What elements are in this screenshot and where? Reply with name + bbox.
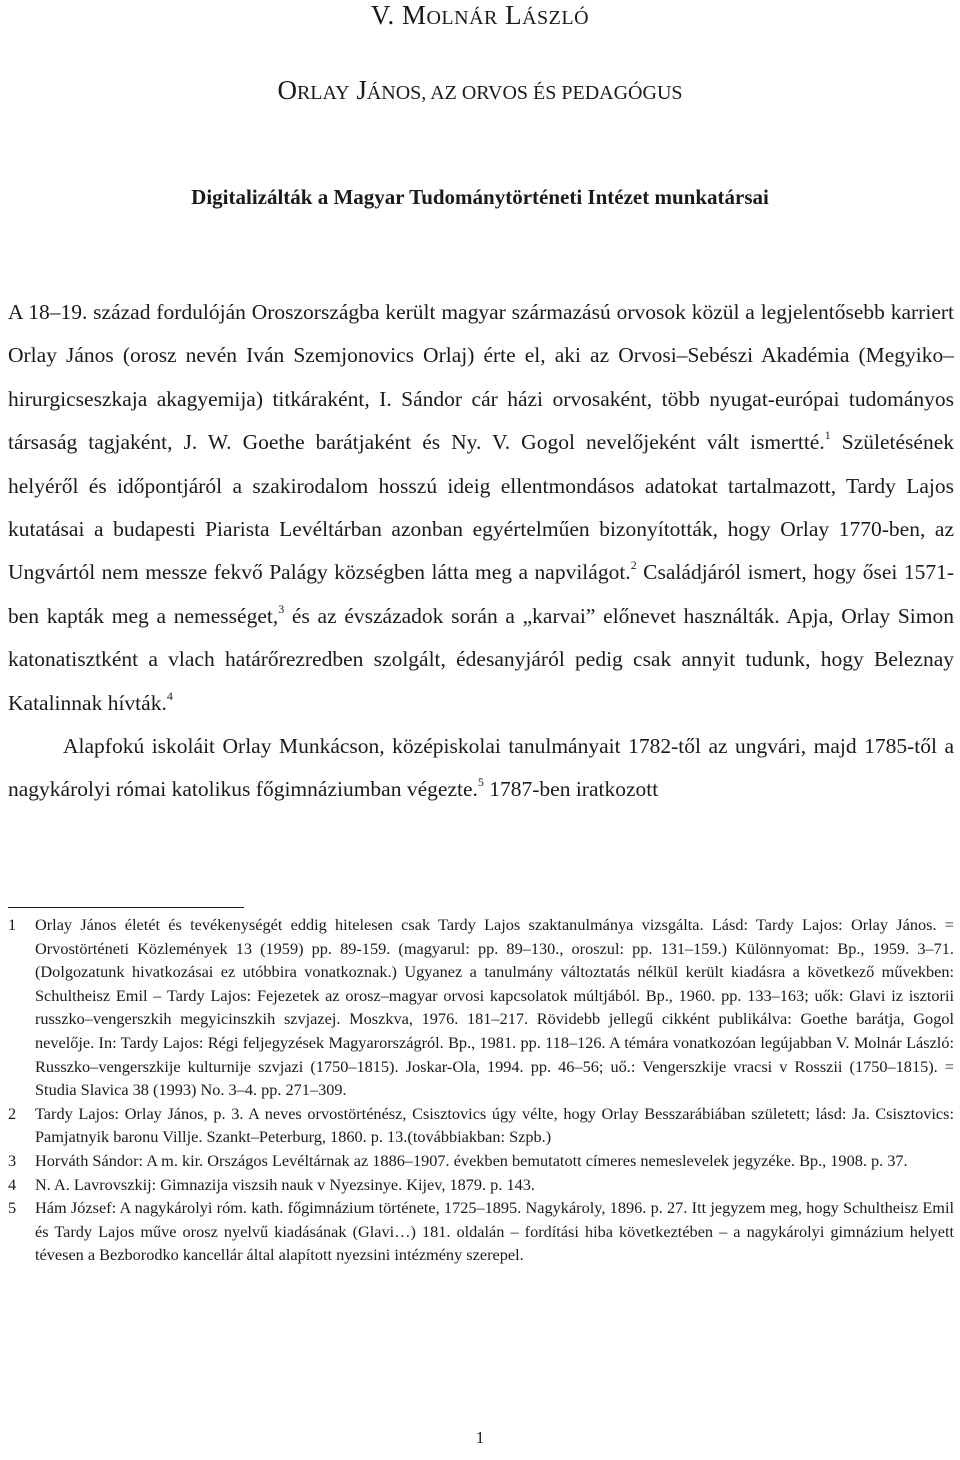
title-cap-1: O (277, 75, 297, 105)
author-given-cap: L (505, 0, 523, 30)
author-initial: V. (370, 0, 395, 30)
footnote-4 (8, 1173, 954, 1197)
body-text (8, 291, 954, 812)
author-surname-rest: OLNÁR (426, 7, 498, 29)
author-given-rest: ÁSZLÓ (522, 7, 590, 29)
footnote-ref-4[interactable]: 4 (166, 688, 173, 703)
p1-text-4: és az évszázadok során a „karvai” előnevet használták. Apja, Orlay Simon katonatisztként a vlach határőrezredben szolgált, édesanyjáról pedig csak annyit tudunk, hogy Beleznay Katalinnak hívták. (8, 603, 955, 715)
footnote-text: Orlay János életét és tevékenységét eddig hitelesen csak Tardy Lajos szaktanulmánya vizsgálta. Lásd: Tardy Lajos: Orlay János. = Orvostörténeti Közlemények 13 (1959) pp. 89-159. (magyarul: pp. 89–130., oroszul: pp. 131–159.) Különnyomat: Bp., 1959. 3–71. (Dolgozatunk hivatkozásai ez utóbbira vonatkoznak.) Ugyanez a tanulmány változtatás nélkül került kiadásra a következő művekben: Schultheisz Emil – Tardy Lajos: Fejezetek az orosz–magyar orvosi kapcsolatok múltjából. Bp., 1960. pp. 133–163; uők: Glavi iz isztorii russzko–vengerszkih megyicinszkih szvjazej. Moszkva, 1976. 181–217. Rövidebb jellegű cikként publikálva: Goethe barátja, Gogol nevelője. In: Tardy Lajos: Régi feljegyzések Magyarországról. Bp., 1981. pp. 118–126. A témára vonatkozóan legújabban V. Molnár László: Russzko–vengerszkije kulturnije szvjazi (1750–1815). Joskar-Ola, 1994. pp. 46–56; uő.: Vengerszkije vracsi v Rosszii (1750–1815). = Studia Slavica 38 (1993) No. 3–4. pp. 271–309. (35, 915, 954, 1100)
footnote-5 (8, 1196, 954, 1267)
author-surname-cap: M (401, 0, 427, 30)
digitization-credit: Digitalizálták a Magyar Tudománytörténeti Intézet munkatársai (191, 185, 769, 209)
footnote-number: 4 (8, 1174, 17, 1194)
footnote-ref-1[interactable]: 1 (824, 428, 831, 443)
author-name (0, 0, 960, 33)
paragraph-1 (8, 291, 954, 725)
footnote-text: Horváth Sándor: A m. kir. Országos Levéltárnak az 1886–1907. években bemutatott címeres nemeslevelek jegyzéke. Bp., 1908. p. 37. (35, 1150, 908, 1170)
document-title (0, 74, 960, 109)
p1-text-3: Családjáról ismert, hogy ősei 1571-ben kapták meg a nemességet, (8, 560, 955, 628)
footnote-text: N. A. Lavrovszkij: Gimnazija viszsih nauk v Nyezsinye. Kijev, 1879. p. 143. (35, 1174, 535, 1194)
footnote-2 (8, 1102, 954, 1149)
footnote-text: Tardy Lajos: Orlay János, p. 3. A neves orvostörténész, Csisztovics úgy vélte, hogy Orlay Besszarábiában született; lásd: Ja. Csisztovics: Pamjatnyik baronu Villje. Szankt–Peterburg, 1860. p. 13.(továbbiakban: Szpb.) (35, 1103, 954, 1147)
footnote-ref-2[interactable]: 2 (630, 558, 637, 573)
footnote-ref-3[interactable]: 3 (278, 601, 285, 616)
p2-text-2: 1787-ben iratkozott (483, 777, 659, 802)
footnote-ref-5[interactable]: 5 (477, 775, 484, 790)
page-number: 1 (475, 1428, 485, 1447)
footnote-number: 3 (8, 1150, 17, 1170)
p1-text-1: A 18–19. század fordulóján Oroszországba került magyar származású orvosok közül a legjelentősebb karriert Orlay János (orosz nevén Iván Szemjonovics Orlaj) érte el, aki az Orvosi–Sebészi Akadémia (Megyiko–hirurgicseszkaja akagyemija) titkáraként, I. Sándor cár házi orvosaként, több nyugat-európai tudományos társaság tagjaként, J. W. Goethe barátjaként és Ny. V. Gogol nevelőjeként vált ismertté. (8, 300, 954, 455)
footnote-number: 1 (8, 915, 17, 934)
paragraph-2 (8, 725, 954, 812)
p1-text-2: Születésének helyéről és időpontjáról a szakirodalom hosszú ideig ellentmondásos adatokat tartalmazott, Tardy Lajos kutatásai a budapesti Piarista Levéltárban azonban egyértelműen bizonyították, hogy Orlay 1770-ben, az Ungvártól nem messze fekvő Palágy községben látta meg a napvilágot. (8, 430, 954, 585)
footnote-separator (8, 907, 244, 908)
footnote-3 (8, 1149, 954, 1173)
footnotes (8, 913, 954, 1267)
footnote-text: Hám József: A nagykárolyi róm. kath. főgimnázium története, 1725–1895. Nagykároly, 1896. p. 27. Itt jegyzem meg, hogy Schultheisz Emil és Tardy Lajos műve orosz nyelvű kiadásának (Glavi…) 181. oldalán – fordítási hiba következtében – a nagykárolyi gimnázium helyett tévesen a Bezborodko kancellár által alapított nyezsini intézmény szerepel. (35, 1198, 954, 1265)
title-rest: ÁNOS, AZ ORVOS ÉS PEDAGÓGUS (366, 82, 683, 104)
title-cap-2: J (356, 75, 367, 105)
footnote-number: 2 (8, 1103, 17, 1123)
p2-text-1: Alapfokú iskoláit Orlay Munkácson, középiskolai tanulmányait 1782-től az ungvári, majd 1785-től a nagykárolyi római katolikus főgimnáziumban végezte. (8, 734, 954, 802)
footnote-number: 5 (8, 1198, 17, 1218)
footnote-1 (8, 913, 954, 1102)
title-word-1: RLAY (296, 82, 350, 104)
